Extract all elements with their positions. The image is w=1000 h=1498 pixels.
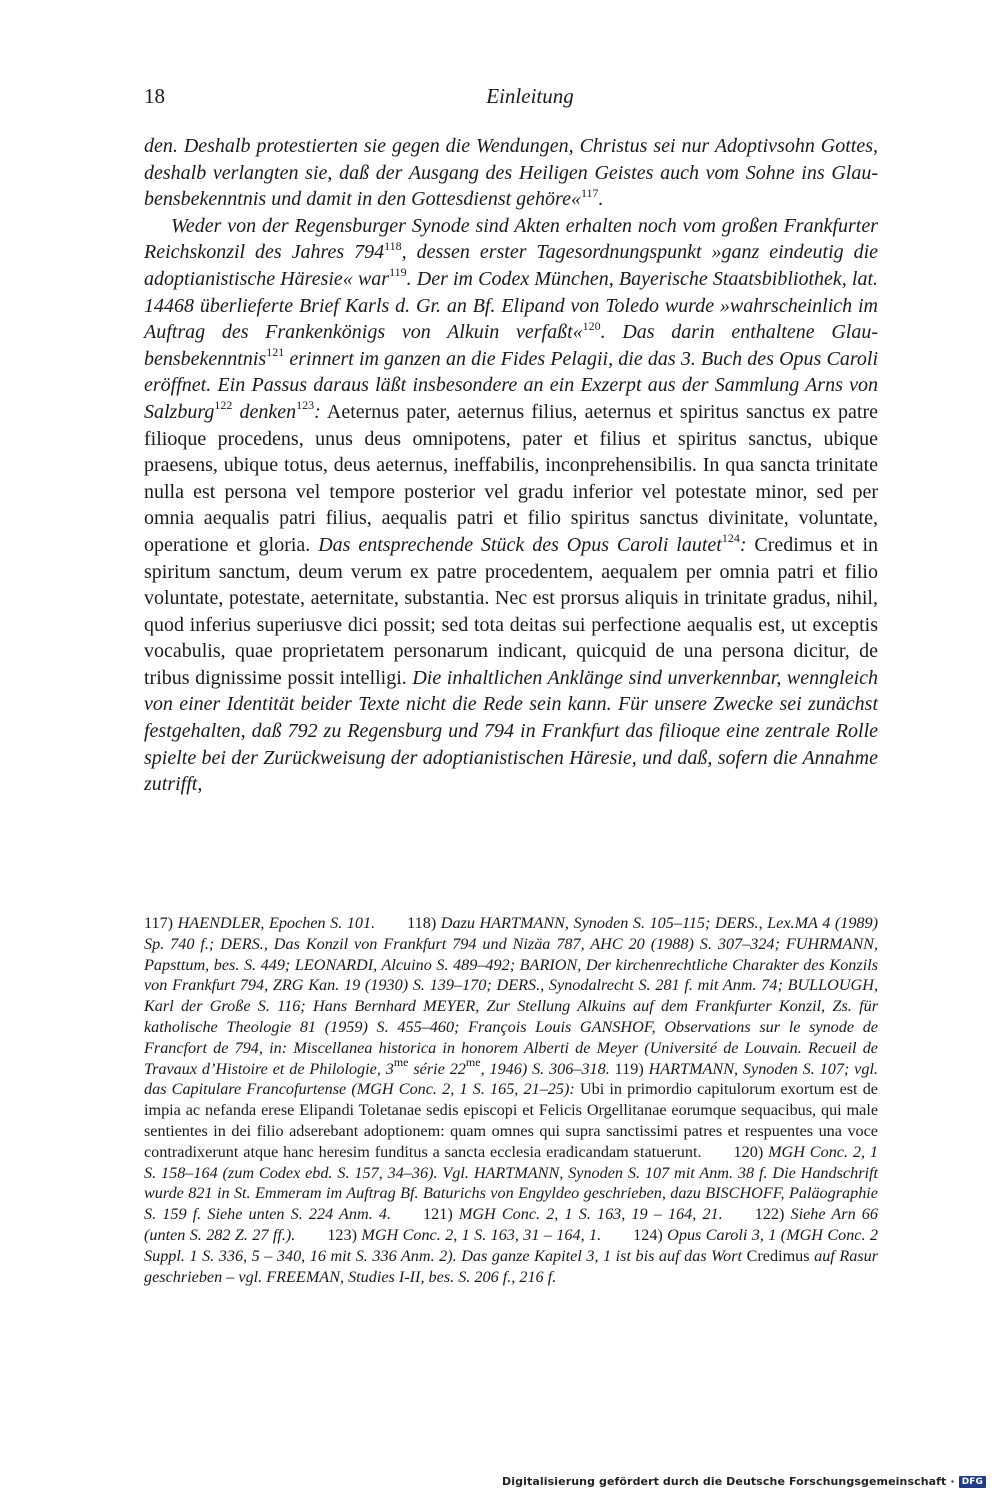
footnote-block bbox=[144, 913, 878, 1287]
footnote-number: 123) bbox=[327, 1225, 357, 1244]
latin-word: Credimus bbox=[746, 1246, 810, 1265]
footnote-ref-123: 123 bbox=[296, 398, 315, 413]
footnote-number: 118) bbox=[407, 914, 437, 932]
footnote-number: 117) bbox=[144, 914, 174, 932]
dfg-logo: DFG bbox=[959, 1476, 986, 1488]
footnote-text: MGH Conc. 2, 1 S. 158–164 (zum Codex ebd. S. 157, 34–36). Vgl. HARTMANN, Synoden S. 107 mit Anm. 38 f. Die Handschrift wurde 821 in St. Emmeram im Auftrag Bf. Baturichs von Engyldeo geschrieben, dazu BISCHOFF, Paläographie S. 159 f. Siehe unten S. 224 Anm. 4. bbox=[144, 1142, 878, 1224]
page-number: 18 bbox=[144, 84, 165, 108]
footnotes bbox=[144, 913, 878, 1287]
dfg-funding-note: Digitalisierung gefördert durch die Deutsche Forschungsgemeinschaft · DFG bbox=[502, 1475, 986, 1488]
text-span: . Der im Codex München, Bayerische Staatsbibliothek, lat. 14468 überlieferte Brief Karls d. Gr. an Bf. Elipand von Toledo wurde »wahrscheinlich im Auftrag des Frankenkönigs von Alkuin verfaßt« bbox=[144, 267, 879, 344]
text-span: denken bbox=[232, 400, 297, 423]
footnote-ref-119: 119 bbox=[389, 265, 407, 280]
footnote-text: MGH Conc. 2, 1 S. 163, 19 – 164, 21. bbox=[452, 1205, 723, 1224]
footnote-number: 120) bbox=[733, 1142, 764, 1161]
text-span: Die inhaltlichen Anklänge sind unverkennbar, wenngleich von einer Identität beider Texte nicht die Rede sein kann. Für unsere Zwecke sei zunächst festgehalten, daß 792 zu Regensburg und 794 in Frankfurt das filioque eine zentrale Rolle spielte bei der Zurückweisung der adoptianistischen Häresie, und daß, sofern die Annahme zutrifft, bbox=[144, 666, 878, 796]
footnote-text: auf Rasur geschrieben – vgl. FREEMAN, Studies I-II, bes. S. 206 f., 216 f. bbox=[144, 1246, 878, 1286]
footnote-number: 122) bbox=[754, 1205, 785, 1224]
footnote-number: 124) bbox=[633, 1225, 663, 1244]
footnote-text: HARTMANN, Synoden S. 107; vgl. das Capitulare Francofurtense (MGH Conc. 2, 1 S. 165, 21–25): bbox=[144, 1059, 878, 1099]
footnote-text: Dazu HARTMANN, Synoden S. 105–115; DERS., Lex.MA 4 (1989) Sp. 740 f.; DERS., Das Konzil von Frankfurt 794 und Nizäa 787, AHC 20 (1988) S. 307–324; FUHRMANN, Papsttum, bes. S. 449; LEONARDI, Alcuino S. 489–492; BARION, Der kirchenrechtliche Charakter des Konzils von Frankfurt 794, ZRG Kan. 19 (1930) S. 139–170; DERS., Synodalrecht S. 281 f. mit Anm. 74; BULLOUGH, Karl der Große S. 116; Hans Bernhard MEYER, Zur Stellung Alkuins auf dem Frankfurter Konzil, Zs. für katholische Theologie 81 (1959) S. 455–460; François Louis GANSHOF, Observations sur le synode de Francfort de 794, in: Miscellanea historica in honorem Alberti de Meyer (Université de Louvain. Recueil de Travaux d’Histoire et de Philologie, 3 bbox=[144, 914, 878, 1078]
footnote-text: HAENDLER, Epochen S. 101. bbox=[173, 914, 376, 932]
footnote-text: Siehe Arn 66 (unten S. 282 Z. 27 ff.). bbox=[144, 1205, 878, 1244]
footnote-text: MGH Conc. 2, 1 S. 163, 31 – 164, 1. bbox=[356, 1225, 602, 1244]
footnote-ref-122: 122 bbox=[214, 398, 233, 413]
footnote-ref-117: 117 bbox=[580, 185, 599, 200]
main-text bbox=[144, 133, 878, 798]
superscript: me bbox=[465, 1055, 481, 1070]
footnote-ref-121: 121 bbox=[266, 345, 285, 360]
footnote-ref-120: 120 bbox=[582, 318, 601, 333]
text-span: , dessen erster Tagesordnungspunkt »ganz eindeutig die adoptianistische Häresie« war bbox=[144, 241, 879, 290]
latin-quote: Credimus et in spiritum sanctum, deum verum ex patre procedentem, aequalem per omnia patri et filio voluntate, potestate, aeternitate, substantia. Nec est prorsus aliquis in trinitate gradus, nihil, quod inferius superiusve dici possit; sed tota deitas sui perfectione aequalis est, ut exceptis vocabulis, quae proprietatem personarum indicant, quicquid de una persona dicitur, de tribus dignissime possit intelligi. bbox=[144, 533, 879, 689]
footnote-ref-118: 118 bbox=[384, 238, 402, 253]
footnote-number: 121) bbox=[423, 1205, 453, 1224]
text-span: : bbox=[739, 533, 747, 556]
footnote-number: 119) bbox=[614, 1059, 644, 1078]
text-span: Weder von der Regensburger Synode sind Akten erhalten noch vom großen Frankfurter Reichskonzil des Jahres 794 bbox=[144, 214, 878, 264]
latin-quote: Ubi in primordio capitulorum exortum est de impia ac nefanda erese Elipandi Toletanae sedis episcopi et Felicis Orgellitanae eorumque sequacibus, qui male sentientes in dei filio adserebant adoptionem: quam omnes qui supra sanctissimi patres et respuentes una voce contradixerunt atque hanc heresim funditus a sancta ecclesia eradicandam statuerunt. bbox=[144, 1080, 878, 1161]
footnote-text: série 22 bbox=[408, 1059, 466, 1078]
text-span: Das entsprechende Stück des Opus Caroli lautet bbox=[318, 533, 722, 556]
latin-quote: Aeternus pater, aeternus filius, aeternus et spiritus sanctus ex patre filioque procedens, unus deus omnipotens, pater et filius et spiritus sanctus, ubique praesens, ubique totus, deus aeternus, ineffabilis, inconprehensibilis. In qua sancta trinitate nulla est persona vel tempore posterior vel gradu inferior vel potestate minor, sed per omnia aequalis patri filius, aequalis patri et filio spiritus sanctus divinitate, voluntate, operatione et gloria. bbox=[144, 400, 878, 556]
text-span: erinnert im ganzen an die Fides Pelagii, die das 3. Buch des Opus Caroli eröffnet. Ein Passus daraus läßt insbesondere an ein Exzerpt aus der Sammlung Arns von Salzburg bbox=[144, 347, 878, 423]
running-head: Einleitung bbox=[486, 84, 574, 108]
text-span: : bbox=[314, 400, 321, 423]
footnote-text: , 1946) S. 306–318. bbox=[480, 1059, 610, 1078]
superscript: me bbox=[393, 1055, 409, 1070]
text-span: . Das darin enthaltene Glaubensbekenntnis bbox=[144, 321, 878, 370]
text-span: den. Deshalb protestierten sie gegen die Wendungen, Christus sei nur Adoptivsohn Gottes, deshalb verlangten sie, daß der Ausgang des Heiligen Geistes auch vom Sohne ins Glaubensbekenntnis und damit in den Gottesdienst gehöre« bbox=[144, 135, 878, 211]
paragraph-2 bbox=[144, 213, 878, 798]
paragraph-1 bbox=[144, 133, 878, 213]
footnote-text: Opus Caroli 3, 1 (MGH Conc. 2 Suppl. 1 S. 336, 5 – 340, 16 mit S. 336 Anm. 2). Das ganze Kapitel 3, 1 ist bis auf das Wort bbox=[144, 1225, 878, 1265]
text-span: . bbox=[598, 188, 604, 211]
footnote-ref-124: 124 bbox=[721, 531, 740, 546]
dfg-note-text: Digitalisierung gefördert durch die Deutsche Forschungsgemeinschaft bbox=[502, 1475, 947, 1488]
